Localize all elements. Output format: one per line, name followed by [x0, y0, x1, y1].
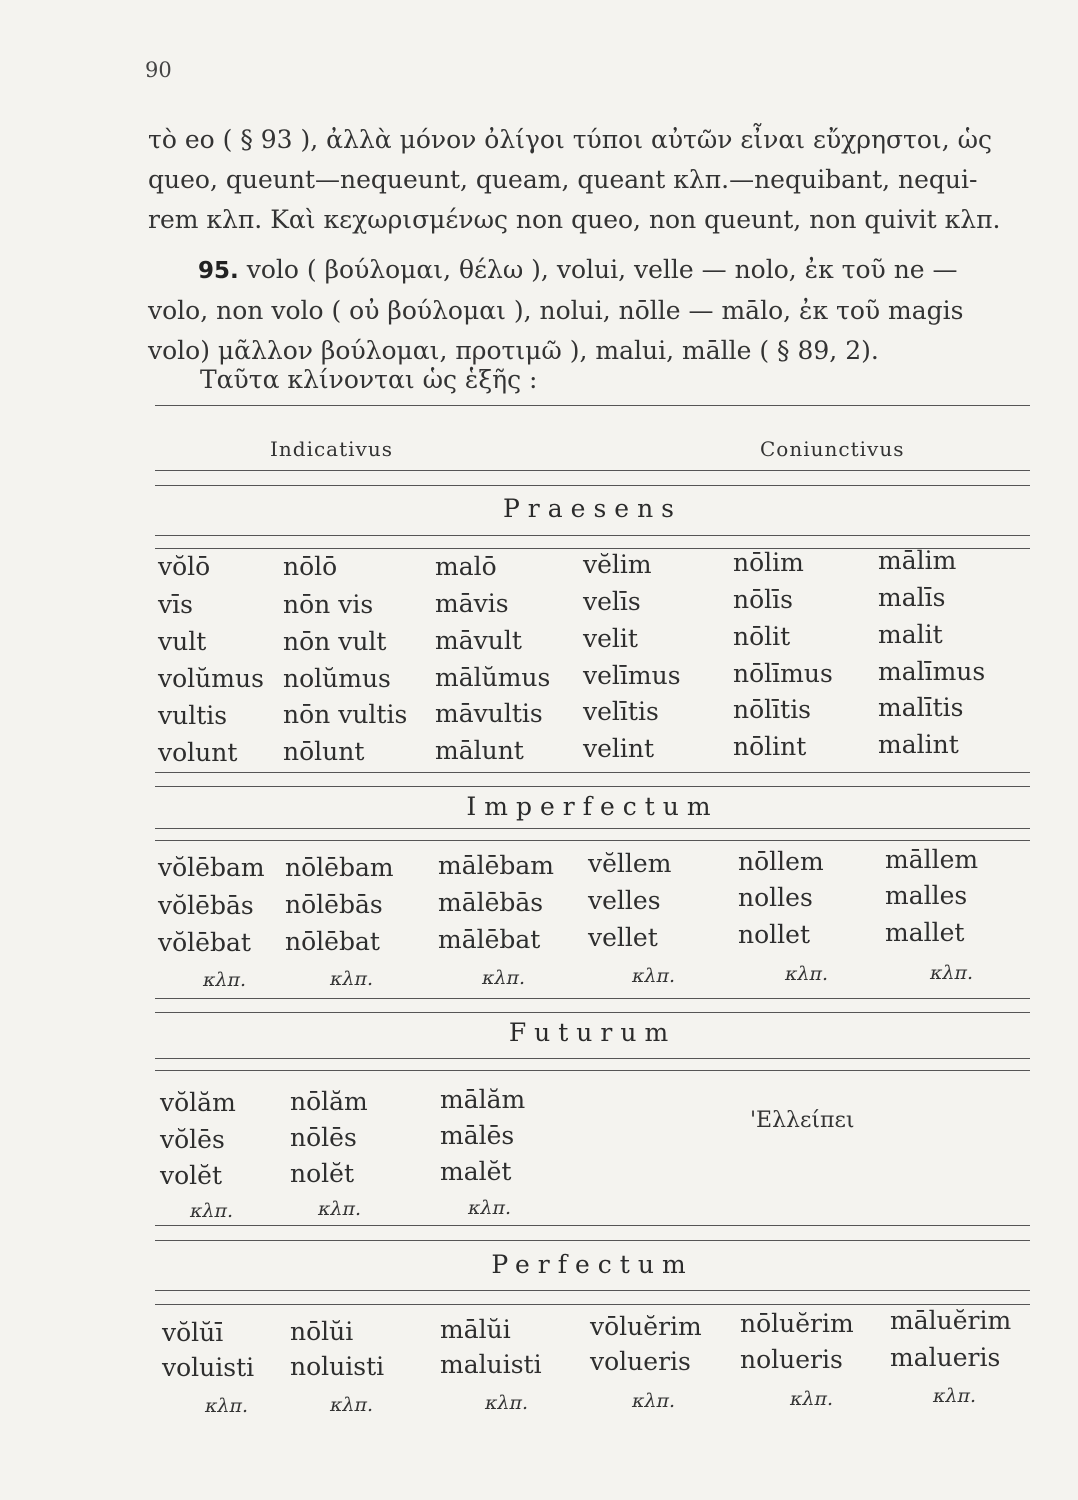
- divider: [155, 1070, 1030, 1071]
- divider: [155, 535, 1030, 536]
- table-cell: volueris: [590, 1347, 691, 1376]
- table-cell: nōlēbās: [285, 890, 383, 919]
- table-cell: nōlint: [733, 732, 807, 761]
- table-cell: vŏlŭī: [162, 1318, 224, 1347]
- etc-abbrev: κλπ.: [485, 1392, 529, 1414]
- table-cell: nollet: [738, 920, 810, 949]
- table-cell: velint: [583, 734, 655, 763]
- table-cell: malueris: [890, 1343, 1001, 1372]
- table-cell: malīs: [878, 583, 946, 612]
- table-cell: malō: [435, 552, 497, 581]
- table-cell: malītis: [878, 693, 964, 722]
- etc-abbrev: κλπ.: [330, 968, 374, 990]
- table-cell: nōlīs: [733, 585, 793, 614]
- table-cell: vŏlēs: [160, 1125, 225, 1154]
- table-cell: malit: [878, 620, 943, 649]
- table-cell: malles: [885, 881, 968, 910]
- table-cell: mālim: [878, 546, 957, 575]
- conjugation-intro: Ταῦτα κλίνονται ὡς ἑξῆς :: [200, 365, 538, 394]
- header-indicative: Indicativus: [270, 437, 393, 461]
- divider: [155, 786, 1030, 787]
- table-cell: vōluĕrim: [590, 1312, 702, 1341]
- table-cell: mālēs: [440, 1121, 515, 1150]
- divider: [155, 1012, 1030, 1013]
- table-cell: nōllem: [738, 847, 824, 876]
- table-cell: māllem: [885, 845, 979, 874]
- divider: [155, 1225, 1030, 1226]
- divider: [155, 828, 1030, 829]
- header-subjunctive: Coniunctivus: [760, 437, 905, 461]
- etc-abbrev: κλπ.: [790, 1388, 834, 1410]
- divider: [155, 772, 1030, 773]
- table-cell: malĕt: [440, 1157, 512, 1186]
- text-line: volo, non volo ( οὐ βούλομαι ), nolui, nōlle — mālo, ἐκ τοῦ magis: [148, 296, 964, 325]
- table-cell: nōlīmus: [733, 659, 833, 688]
- table-cell: vŏlō: [158, 552, 211, 581]
- table-cell: nōlăm: [290, 1087, 368, 1116]
- table-cell: māvis: [435, 589, 509, 618]
- table-cell: mālēbat: [438, 925, 541, 954]
- missing-note: 'Ελλείπει: [750, 1108, 855, 1133]
- table-cell: vīs: [158, 590, 193, 619]
- table-cell: nōn vult: [283, 627, 387, 656]
- table-cell: vellet: [588, 923, 658, 952]
- etc-abbrev: κλπ.: [330, 1394, 374, 1416]
- text-line: [148, 250, 1028, 291]
- table-cell: velit: [583, 624, 638, 653]
- table-cell: malint: [878, 730, 959, 759]
- table-cell: mālēbam: [438, 851, 555, 880]
- etc-abbrev: κλπ.: [468, 1197, 512, 1219]
- etc-abbrev: κλπ.: [203, 969, 247, 991]
- etc-abbrev: κλπ.: [318, 1198, 362, 1220]
- table-cell: vŏlēbat: [158, 928, 251, 957]
- section-title-imperfectum: Imperfectum: [466, 792, 719, 821]
- table-cell: mālunt: [435, 736, 524, 765]
- table-cell: nōlēbam: [285, 853, 394, 882]
- etc-abbrev: κλπ.: [930, 962, 974, 984]
- divider: [155, 1240, 1030, 1241]
- table-cell: vultis: [158, 701, 228, 730]
- section-number: 95.: [198, 258, 239, 284]
- table-cell: mālŭi: [440, 1315, 511, 1344]
- etc-abbrev: κλπ.: [632, 965, 676, 987]
- table-cell: nōlītis: [733, 695, 812, 724]
- section-title-futurum: Futurum: [508, 1018, 677, 1047]
- table-cell: nolŭmus: [283, 664, 391, 693]
- table-cell: vŏlăm: [160, 1088, 236, 1117]
- etc-abbrev: κλπ.: [190, 1200, 234, 1222]
- table-cell: vĕllem: [588, 849, 672, 878]
- table-cell: nōlēbat: [285, 927, 380, 956]
- table-cell: vŏlēbam: [158, 853, 265, 882]
- table-cell: mallet: [885, 918, 965, 947]
- table-cell: vŏlēbās: [158, 891, 254, 920]
- divider: [155, 485, 1030, 486]
- etc-abbrev: κλπ.: [785, 963, 829, 985]
- table-cell: nōn vis: [283, 590, 374, 619]
- section-title-praesens: Praesens: [502, 494, 683, 523]
- text-line: volo) μᾶλλον βούλομαι, προτιμῶ ), malui, mālle ( § 89, 2).: [148, 336, 879, 365]
- divider: [155, 1304, 1030, 1305]
- table-cell: velīs: [583, 587, 641, 616]
- table-cell: volĕt: [160, 1161, 223, 1190]
- table-cell: nōn vultis: [283, 700, 408, 729]
- text-line: queo, queunt—nequeunt, queam, queant κλπ.—nequibant, nequi-: [148, 165, 978, 194]
- table-cell: nolles: [738, 883, 813, 912]
- table-cell: nōlŭi: [290, 1317, 354, 1346]
- table-cell: māvultis: [435, 699, 543, 728]
- etc-abbrev: κλπ.: [933, 1385, 977, 1407]
- table-cell: velītis: [583, 697, 659, 726]
- table-cell: mālăm: [440, 1085, 526, 1114]
- paragraph-intro: [148, 120, 1028, 240]
- table-cell: velles: [588, 886, 661, 915]
- table-cell: mālŭmus: [435, 663, 551, 692]
- table-cell: māvult: [435, 626, 522, 655]
- etc-abbrev: κλπ.: [205, 1395, 249, 1417]
- etc-abbrev: κλπ.: [482, 967, 526, 989]
- table-cell: mālēbās: [438, 888, 544, 917]
- table-cell: noluisti: [290, 1352, 385, 1381]
- table-cell: nōlim: [733, 548, 804, 577]
- paragraph-95: [148, 250, 1028, 371]
- table-cell: nōlō: [283, 552, 338, 581]
- divider: [155, 405, 1030, 406]
- table-cell: nōlunt: [283, 737, 365, 766]
- table-cell: volunt: [158, 738, 238, 767]
- table-cell: vĕlim: [583, 550, 652, 579]
- divider: [155, 1058, 1030, 1059]
- text-fragment: volo ( βούλομαι, θέλω ), volui, velle — nolo, ἐκ τοῦ ne —: [246, 255, 958, 284]
- table-cell: nolueris: [740, 1345, 843, 1374]
- table-cell: nōlēs: [290, 1123, 357, 1152]
- text-line: τὸ eo ( § 93 ), ἀλλὰ μόνον ὀλίγοι τύποι αὐτῶν εἶναι εὔχρηστοι, ὡς: [148, 125, 992, 154]
- table-cell: volŭmus: [158, 664, 264, 693]
- divider: [155, 840, 1030, 841]
- text-line: rem κλπ. Καὶ κεχωρισμένως non queo, non queunt, non quivit κλπ.: [148, 205, 1001, 234]
- etc-abbrev: κλπ.: [632, 1390, 676, 1412]
- table-cell: malīmus: [878, 657, 986, 686]
- page-number: 90: [145, 58, 172, 82]
- table-cell: velīmus: [583, 661, 681, 690]
- table-cell: nolĕt: [290, 1159, 354, 1188]
- table-cell: vult: [158, 627, 207, 656]
- divider: [155, 1290, 1030, 1291]
- table-cell: nōlit: [733, 622, 791, 651]
- divider: [155, 470, 1030, 471]
- table-cell: māluĕrim: [890, 1306, 1012, 1335]
- table-cell: maluisti: [440, 1350, 542, 1379]
- table-cell: nōluĕrim: [740, 1309, 854, 1338]
- table-cell: voluisti: [162, 1353, 255, 1382]
- section-title-perfectum: Perfectum: [491, 1250, 694, 1279]
- divider: [155, 998, 1030, 999]
